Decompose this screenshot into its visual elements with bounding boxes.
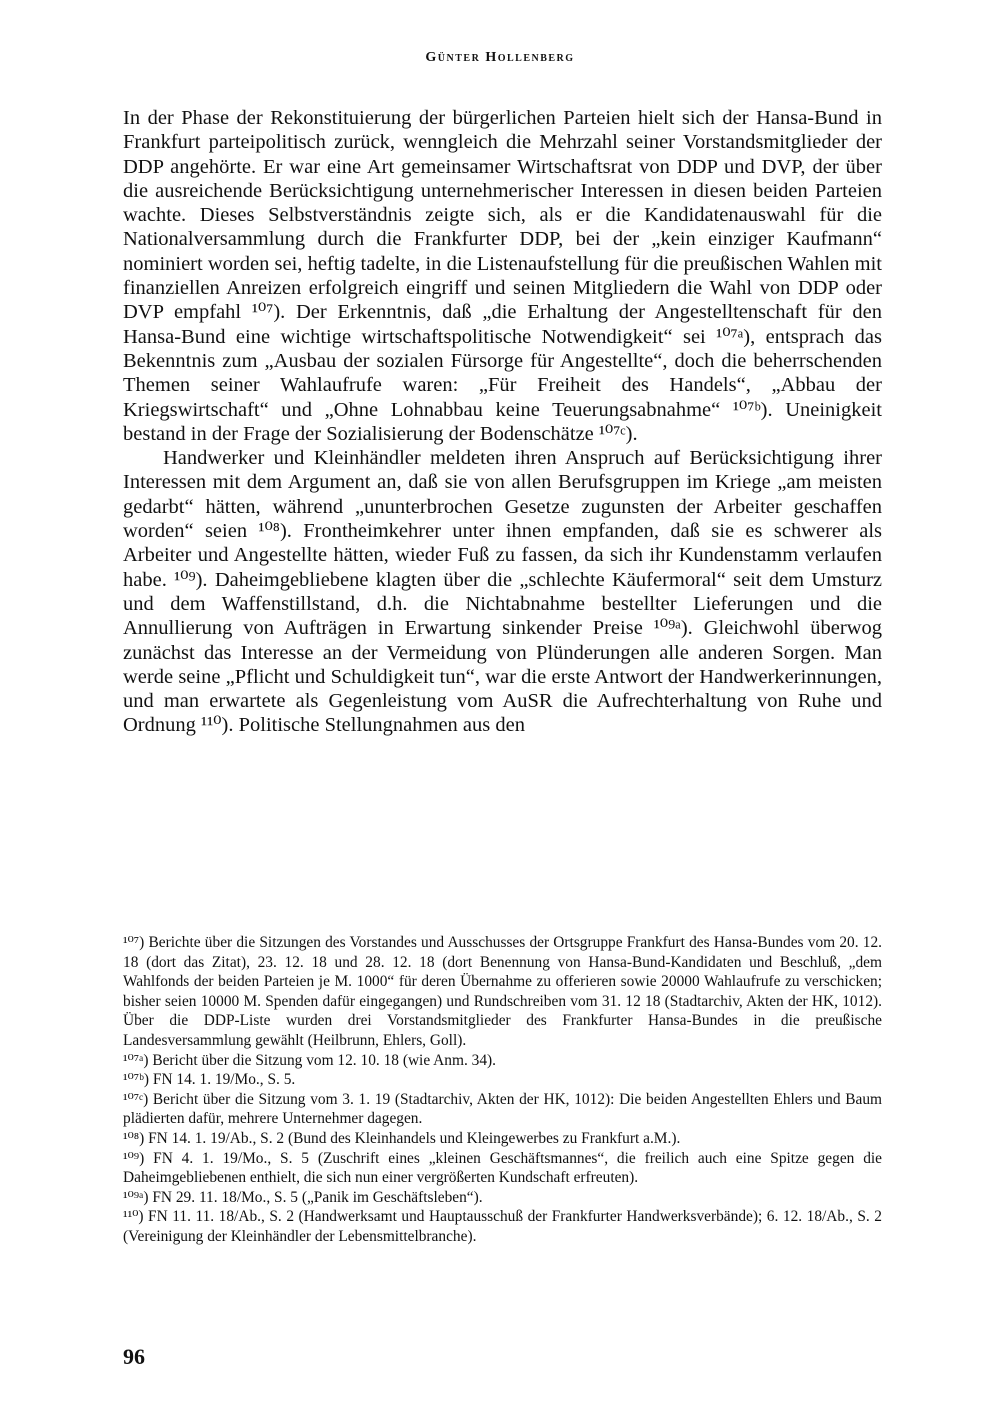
footnotes	[123, 933, 882, 1247]
main-text	[123, 106, 882, 738]
footnote: ¹⁰⁹) FN 4. 1. 19/Mo., S. 5 (Zuschrift eines „kleinen Geschäftsmannes“, die freilich auch eine Spitze gegen die Daheimgebliebenen enthielt, die sich nun einer vergrößerten Kundschaft erfreuten).	[123, 1149, 882, 1187]
footnote: ¹¹⁰) FN 11. 11. 18/Ab., S. 2 (Handwerksamt und Hauptausschuß der Frankfurter Handwerksverbände); 6. 12. 18/Ab., S. 2 (Vereinigung der Kleinhändler der Lebensmittelbranche).	[123, 1208, 882, 1245]
footnote: ¹⁰⁷ᵇ) FN 14. 1. 19/Mo., S. 5.	[123, 1071, 296, 1089]
footnote: ¹⁰⁹ᵃ) FN 29. 11. 18/Mo., S. 5 („Panik im Geschäftsleben“).	[123, 1188, 483, 1206]
footnote: ¹⁰⁸) FN 14. 1. 19/Ab., S. 2 (Bund des Kleinhandels und Kleingewerbes zu Frankfurt a.M.).	[123, 1129, 681, 1147]
footnote: ¹⁰⁷ᶜ) Bericht über die Sitzung vom 3. 1. 19 (Stadtarchiv, Akten der HK, 1012): Die beiden Angestellten Ehlers und Baum plädierten dafür, mehrere Unternehmer dagegen.	[123, 1090, 882, 1128]
running-header: Günter Hollenberg	[425, 50, 575, 65]
footnote: ¹⁰⁷ᵃ) Bericht über die Sitzung vom 12. 10. 18 (wie Anm. 34).	[123, 1051, 497, 1069]
page-number: 96	[123, 1344, 145, 1369]
body-paragraph: Handwerker und Kleinhändler meldeten ihren Anspruch auf Berücksichtigung ihrer Interessen mit dem Argument an, daß sie von allen Berufsgruppen im Kriege „am meisten gedarbt“ hätten, während „ununterbrochen Gesetze zugunsten der Arbeiter geschaffen worden“ seien ¹⁰⁸). Frontheimkehrer unter ihnen empfanden, daß sie es schwerer als Arbeiter und Angestellte hätten, wieder Fuß zu fassen, da sich ihr Kundenstamm verlaufen habe. ¹⁰⁹). Daheimgebliebene klagten über die „schlechte Käufermoral“ seit dem Umsturz und dem Waffenstillstand, d.h. die Nichtabnahme bestellter Lieferungen und die Annullierung von Aufträgen in Erwartung sinkender Preise ¹⁰⁹ᵃ). Gleichwohl überwog zunächst das Interesse an der Vermeidung von Plünderungen alle anderen Sorgen. Man werde seine „Pflicht und Schuldigkeit tun“, war die erste Antwort der Handwerkerinnungen, und man erwartete als Gegenleistung vom AuSR die Aufrechterhaltung von Ruhe und Ordnung ¹¹⁰). Politische Stellungnahmen aus den	[123, 447, 882, 737]
footnote: ¹⁰⁷) Berichte über die Sitzungen des Vorstandes und Ausschusses der Ortsgruppe Frankfurt des Hansa-Bundes vom 20. 12. 18 (dort das Zitat), 23. 12. 18 und 28. 12. 18 (dort Benennung von Hansa-Bund-Kandidaten und Beschluß, „dem Wahlfonds der beiden Parteien je M. 1000“ für deren Übernahme zu offerieren sowie 20000 Wahlaufrufe zu verschicken; bisher seien 10000 M. Spenden dafür eingegangen) und Rundschreiben vom 31. 12 18 (Stadtarchiv, Akten der HK, 1012). Über die DDP-Liste wurden drei Vorstandsmitglieder des Frankfurter Hansa-Bundes in die preußische Landesversammlung gewählt (Heilbrunn, Ehlers, Goll).	[123, 934, 882, 1049]
body-paragraph: In der Phase der Rekonstituierung der bürgerlichen Parteien hielt sich der Hansa-Bund in Frankfurt parteipolitisch zurück, wenngleich die Mehrzahl seiner Vorstandsmitglieder der DDP angehörte. Er war eine Art gemeinsamer Wirtschaftsrat von DDP und DVP, der über die ausreichende Berücksichtigung unternehmerischer Interessen in diesen beiden Parteien wachte. Dieses Selbstverständnis zeigte sich, als er die Kandidatenauswahl für die Nationalversammlung durch die Frankfurter DDP, bei der „kein einziger Kaufmann“ nominiert worden sei, heftig tadelte, in die Listenaufstellung für die preußischen Wahlen mit finanziellen Anreizen erfolgreich eingriff und seinen Mitgliedern die Wahl von DDP oder DVP empfahl ¹⁰⁷). Der Erkenntnis, daß „die Erhaltung der Angestelltenschaft für den Hansa-Bund eine wichtige wirtschaftspolitische Notwendigkeit“ sei ¹⁰⁷ᵃ), entsprach das Bekenntnis zum „Ausbau der sozialen Fürsorge für Angestellte“, doch die beherrschenden Themen seiner Wahlaufrufe waren: „Für Freiheit des Handels“, „Abbau der Kriegswirtschaft“ und „Ohne Lohnabbau keine Teuerungsabnahme“ ¹⁰⁷ᵇ). Uneinigkeit bestand in der Frage der Sozialisierung der Bodenschätze ¹⁰⁷ᶜ).	[123, 107, 882, 445]
